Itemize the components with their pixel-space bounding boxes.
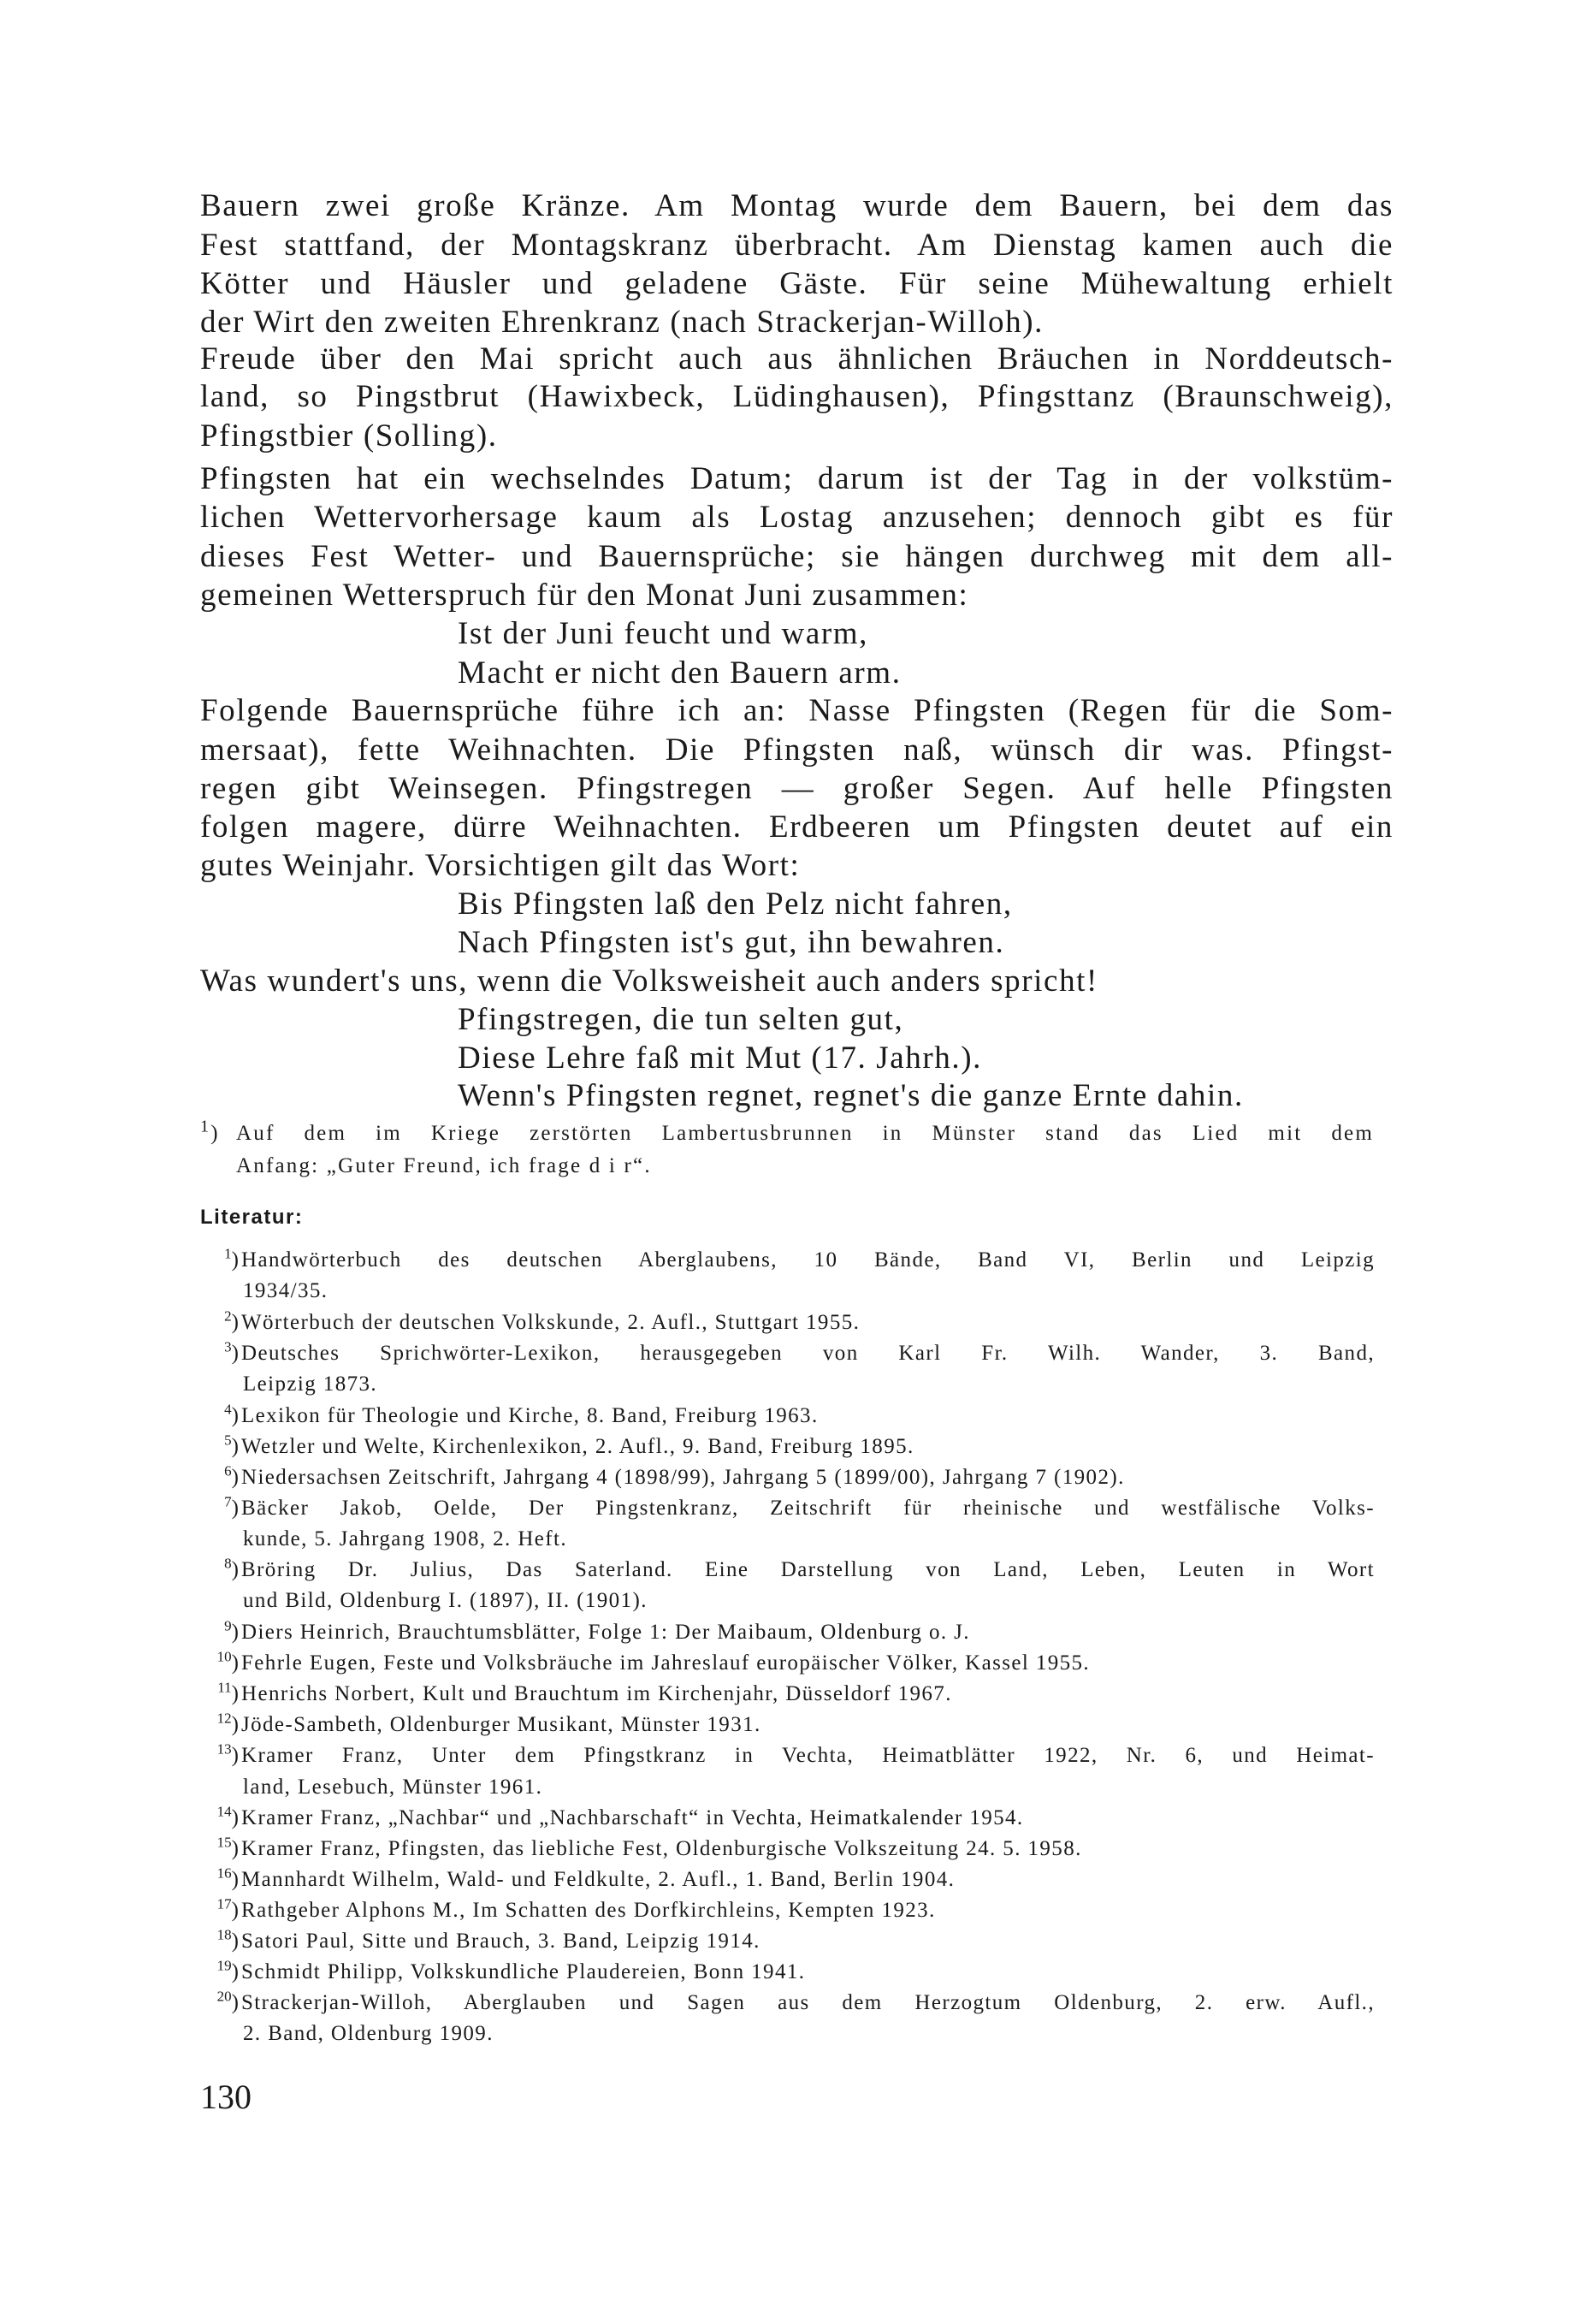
reference-number: $^8$)	[224, 1555, 239, 1581]
body-line: Freude über den Mai spricht auch aus ähnlichen Bräuchen in Norddeutsch-	[200, 341, 1394, 376]
body-line: gemeinen Wetterspruch für den Monat Juni zusammen:	[200, 578, 969, 613]
reference-text: Jöde-Sambeth, Oldenburger Musikant, Münster 1931.	[241, 1713, 761, 1736]
reference-number: $^{17}$)	[216, 1895, 239, 1922]
footnote-marker: $^1$)	[200, 1117, 220, 1145]
reference-text: Niedersachsen Zeitschrift, Jahrgang 4 (1898/99), Jahrgang 5 (1899/00), Jahrgang 7 (1902).	[241, 1466, 1125, 1489]
body-line: folgen magere, dürre Weihnachten. Erdbeeren um Pfingsten deutet auf ein	[200, 809, 1394, 845]
body-line: gutes Weinjahr. Vorsichtigen gilt das Wort:	[200, 848, 801, 883]
reference-text: Fehrle Eugen, Feste und Volksbräuche im Jahreslauf europäischer Völker, Kassel 1955.	[241, 1651, 1091, 1675]
reference-text: Kramer Franz, „Nachbar“ und „Nachbarschaft“ in Vechta, Heimatkalender 1954.	[241, 1806, 1024, 1829]
reference-text: kunde, 5. Jahrgang 1908, 2. Heft.	[243, 1527, 568, 1550]
reference-text: Deutsches Sprichwörter-Lexikon, herausgegeben von Karl Fr. Wilh. Wander, 3. Band,	[241, 1342, 1375, 1365]
reference-text: 2. Band, Oldenburg 1909.	[243, 2022, 494, 2045]
reference-text: Satori Paul, Sitte und Brauch, 3. Band, Leipzig 1914.	[241, 1930, 760, 1953]
page-number: 130	[200, 2078, 252, 2116]
reference-text: Bäcker Jakob, Oelde, Der Pingstenkranz, Zeitschrift für rheinische und westfälische Volks-	[241, 1497, 1375, 1520]
reference-text: Wetzler und Welte, Kirchenlexikon, 2. Aufl., 9. Band, Freiburg 1895.	[241, 1435, 914, 1458]
reference-text: Schmidt Philipp, Volkskundliche Plaudereien, Bonn 1941.	[241, 1960, 806, 1983]
reference-number: $^{16}$)	[216, 1865, 239, 1891]
reference-number: $^1$)	[224, 1245, 239, 1272]
reference-number: $^5$)	[224, 1432, 239, 1458]
verse-line: Nach Pfingsten ist's gut, ihn bewahren.	[458, 925, 1005, 960]
reference-number: $^{19}$)	[216, 1957, 239, 1983]
reference-text: Lexikon für Theologie und Kirche, 8. Band, Freiburg 1963.	[241, 1404, 819, 1427]
reference-text: Leipzig 1873.	[243, 1372, 378, 1396]
body-line: Was wundert's uns, wenn die Volksweisheit auch anders spricht!	[200, 963, 1098, 999]
body-line: Folgende Bauernsprüche führe ich an: Nasse Pfingsten (Regen für die Som-	[200, 693, 1394, 728]
body-line: dieses Fest Wetter- und Bauernsprüche; sie hängen durchweg mit dem all-	[200, 539, 1394, 574]
verse-line: Macht er nicht den Bauern arm.	[458, 655, 902, 691]
verse-line: Wenn's Pfingsten regnet, regnet's die ganze Ernte dahin.	[458, 1078, 1244, 1113]
body-line: Bauern zwei große Kränze. Am Montag wurde dem Bauern, bei dem das	[200, 188, 1394, 223]
reference-text: und Bild, Oldenburg I. (1897), II. (1901).	[243, 1589, 648, 1612]
footnote-line: Auf dem im Kriege zerstörten Lambertusbrunnen in Münster stand das Lied mit dem	[236, 1122, 1374, 1145]
reference-number: $^9$)	[224, 1617, 239, 1644]
reference-text: Handwörterbuch des deutschen Aberglaubens, 10 Bände, Band VI, Berlin und Leipzig	[241, 1248, 1375, 1272]
body-line: regen gibt Weinsegen. Pfingstregen — großer Segen. Auf helle Pfingsten	[200, 771, 1394, 806]
reference-number: $^4$)	[224, 1401, 239, 1427]
reference-text: Kramer Franz, Pfingsten, das liebliche Fest, Oldenburgische Volkszeitung 24. 5. 1958.	[241, 1837, 1082, 1860]
reference-text: Mannhardt Wilhelm, Wald- und Feldkulte, 2. Aufl., 1. Band, Berlin 1904.	[241, 1868, 956, 1891]
body-line: Pfingstbier (Solling).	[200, 418, 498, 454]
body-line: lichen Wettervorhersage kaum als Lostag anzusehen; dennoch gibt es für	[200, 500, 1394, 535]
reference-text: Henrichs Norbert, Kult und Brauchtum im Kirchenjahr, Düsseldorf 1967.	[241, 1682, 952, 1705]
reference-number: $^{18}$)	[216, 1926, 239, 1953]
reference-text: Wörterbuch der deutschen Volkskunde, 2. Aufl., Stuttgart 1955.	[241, 1311, 861, 1334]
reference-number: $^{10}$)	[216, 1648, 239, 1675]
reference-number: $^{11}$)	[217, 1679, 239, 1705]
footnote-line: Anfang: „Guter Freund, ich frage d i r“.	[236, 1154, 652, 1177]
reference-text: Strackerjan-Willoh, Aberglauben und Sagen aus dem Herzogtum Oldenburg, 2. erw. Aufl.,	[241, 1991, 1375, 2014]
reference-text: Rathgeber Alphons M., Im Schatten des Dorfkirchleins, Kempten 1923.	[241, 1899, 936, 1922]
body-line: der Wirt den zweiten Ehrenkranz (nach Strackerjan-Willoh).	[200, 305, 1044, 340]
reference-text: 1934/35.	[243, 1279, 328, 1302]
reference-text: Kramer Franz, Unter dem Pfingstkranz in Vechta, Heimatblätter 1922, Nr. 6, und Heimat-	[241, 1744, 1375, 1767]
reference-text: Diers Heinrich, Brauchtumsblätter, Folge 1: Der Maibaum, Oldenburg o. J.	[241, 1621, 970, 1644]
reference-text: land, Lesebuch, Münster 1961.	[243, 1776, 543, 1799]
body-line: land, so Pingstbrut (Hawixbeck, Lüdinghausen), Pfingsttanz (Braunschweig),	[200, 379, 1394, 414]
body-line: Kötter und Häusler und geladene Gäste. Für seine Mühewaltung erhielt	[200, 266, 1394, 301]
body-line: Pfingsten hat ein wechselndes Datum; darum ist der Tag in der volkstüm-	[200, 461, 1394, 496]
reference-text: Bröring Dr. Julius, Das Saterland. Eine Darstellung von Land, Leben, Leuten in Wort	[241, 1558, 1375, 1581]
verse-line: Ist der Juni feucht und warm,	[458, 616, 869, 651]
reference-number: $^3$)	[224, 1338, 239, 1365]
verse-line: Bis Pfingsten laß den Pelz nicht fahren,	[458, 886, 1013, 922]
reference-number: $^2$)	[224, 1307, 239, 1334]
literature-heading: Literatur:	[200, 1206, 304, 1229]
reference-number: $^7$)	[224, 1493, 239, 1520]
reference-number: $^{15}$)	[216, 1834, 239, 1860]
body-line: mersaat), fette Weihnachten. Die Pfingsten naß, wünsch dir was. Pfingst-	[200, 732, 1394, 768]
reference-number: $^{14}$)	[216, 1803, 239, 1829]
verse-line: Pfingstregen, die tun selten gut,	[458, 1002, 904, 1037]
body-line: Fest stattfand, der Montagskranz überbracht. Am Dienstag kamen auch die	[200, 228, 1394, 263]
reference-number: $^{12}$)	[216, 1710, 239, 1736]
verse-line: Diese Lehre faß mit Mut (17. Jahrh.).	[458, 1040, 983, 1076]
reference-number: $^6$)	[224, 1462, 239, 1489]
reference-number: $^{20}$)	[216, 1988, 239, 2014]
reference-number: $^{13}$)	[216, 1740, 239, 1767]
